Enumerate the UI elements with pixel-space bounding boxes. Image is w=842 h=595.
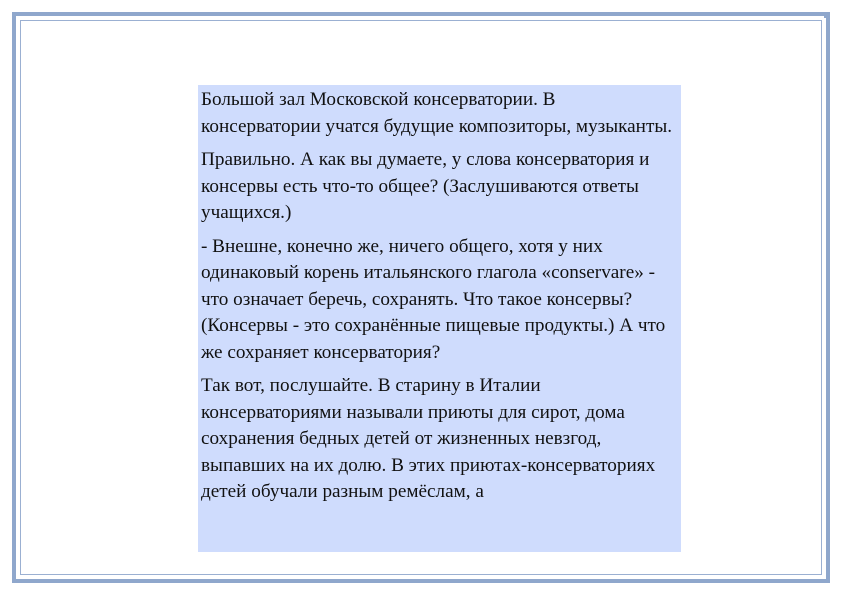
paragraph-3: - Внешне, конечно же, ничего общего, хотя у них одинаковый корень итальянского глагола «conservare» - что означает беречь, сохранять. Что такое консервы? (Консервы - это сохранённые пищевые продукты.) А что же сохраняет консерватория? bbox=[201, 235, 666, 363]
paragraph-1: Большой зал Московской консерватории. В консерватории учатся будущие композиторы, музыканты. bbox=[201, 89, 673, 137]
paragraph-4: Так вот, послушайте. В старину в Италии консерваториями называли приюты для сирот, дома сохранения бедных детей от жизненных невзгод, выпавших на их долю. В этих приютах-консерваториях детей обучали разным ремёслам, а bbox=[201, 375, 656, 502]
paragraph-2: Правильно. А как вы думаете, у слова консерватория и консервы есть что-то общее? (Заслушиваются ответы учащихся.) bbox=[201, 149, 650, 223]
frame-corner-mark bbox=[824, 12, 830, 18]
text-block bbox=[198, 85, 681, 552]
